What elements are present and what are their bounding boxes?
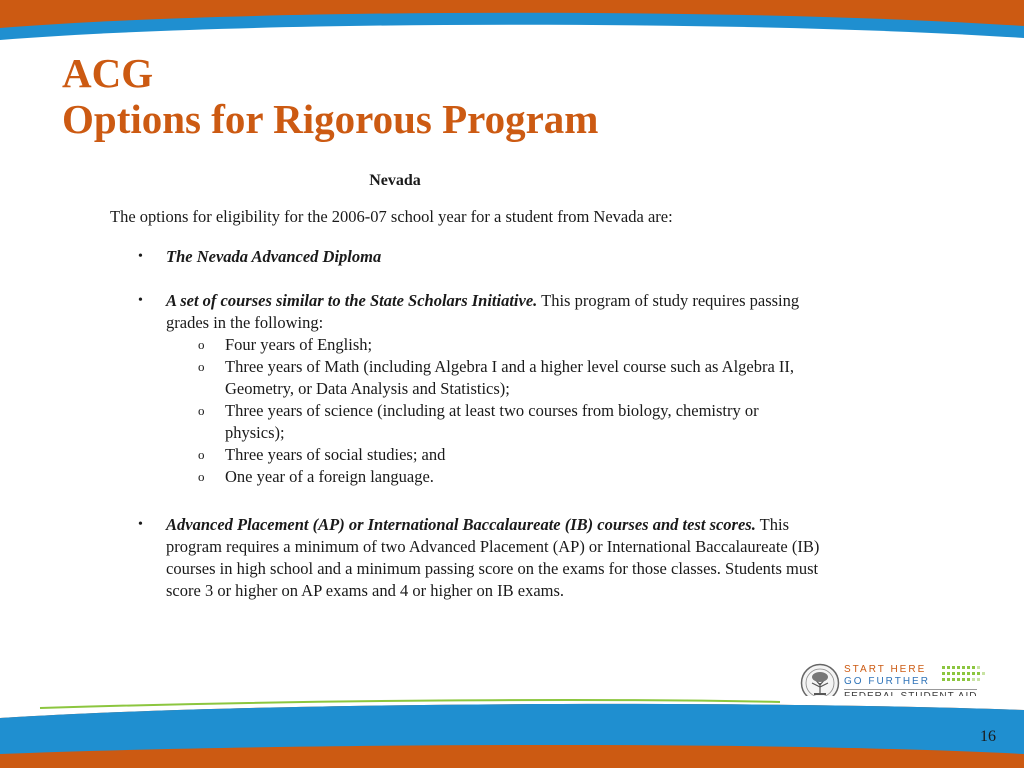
options-list <box>110 246 820 602</box>
course-requirements-list <box>166 334 820 488</box>
logo-line-go-further: GO FURTHER <box>844 676 930 687</box>
option-text: This program requires a minimum of two Advanced Placement (AP) or International Baccalaureate (IB) courses in high school and a minimum passing score on the exams for those classes. Students must score 3 or higher on AP exams and 4 or higher on IB exams. <box>166 515 820 600</box>
option-item <box>110 246 820 268</box>
list-item-text: Three years of Math (including Algebra I and a higher level course such as Algebra II, Geometry, or Data Analysis and Statistics); <box>225 357 795 398</box>
document-intro: The options for eligibility for the 2006-07 school year for a student from Nevada are: <box>110 207 673 226</box>
list-item-text: One year of a foreign language. <box>225 467 434 486</box>
option-title: The Nevada Advanced Diploma <box>166 247 382 266</box>
document-heading: Nevada <box>369 172 421 189</box>
bullet-icon: • <box>138 249 143 264</box>
bullet-icon: • <box>138 293 143 308</box>
list-item <box>166 400 820 444</box>
list-item <box>166 444 820 466</box>
page-number: 16 <box>980 728 996 745</box>
list-item <box>166 356 820 400</box>
list-item-text: Three years of social studies; and <box>225 445 446 464</box>
dot-grid-icon <box>942 664 994 688</box>
option-item <box>110 514 820 602</box>
sub-bullet-icon: o <box>198 359 205 374</box>
sub-bullet-icon: o <box>198 403 205 418</box>
title-line-acg: ACG <box>62 50 154 96</box>
slide-title <box>62 50 598 142</box>
bullet-icon: • <box>138 517 143 532</box>
list-item <box>166 466 820 488</box>
sub-bullet-icon: o <box>198 447 205 462</box>
sub-bullet-icon: o <box>198 469 205 484</box>
list-item-text: Four years of English; <box>225 335 373 354</box>
option-title: A set of courses similar to the State Scholars Initiative. <box>166 291 538 310</box>
sub-bullet-icon: o <box>198 337 205 352</box>
title-line-options: Options for Rigorous Program <box>62 96 599 142</box>
list-item-text: Three years of science (including at least two courses from biology, chemistry or physics); <box>225 401 759 442</box>
logo-line-start-here: START HERE <box>844 664 927 675</box>
document-excerpt <box>110 170 820 624</box>
list-item <box>166 334 820 356</box>
option-text: This program of study requires passing grades in the following: <box>166 291 800 332</box>
option-title: Advanced Placement (AP) or International Baccalaureate (IB) courses and test scores. <box>166 515 756 534</box>
option-item <box>110 290 820 488</box>
bottom-decorative-band <box>0 696 1024 768</box>
